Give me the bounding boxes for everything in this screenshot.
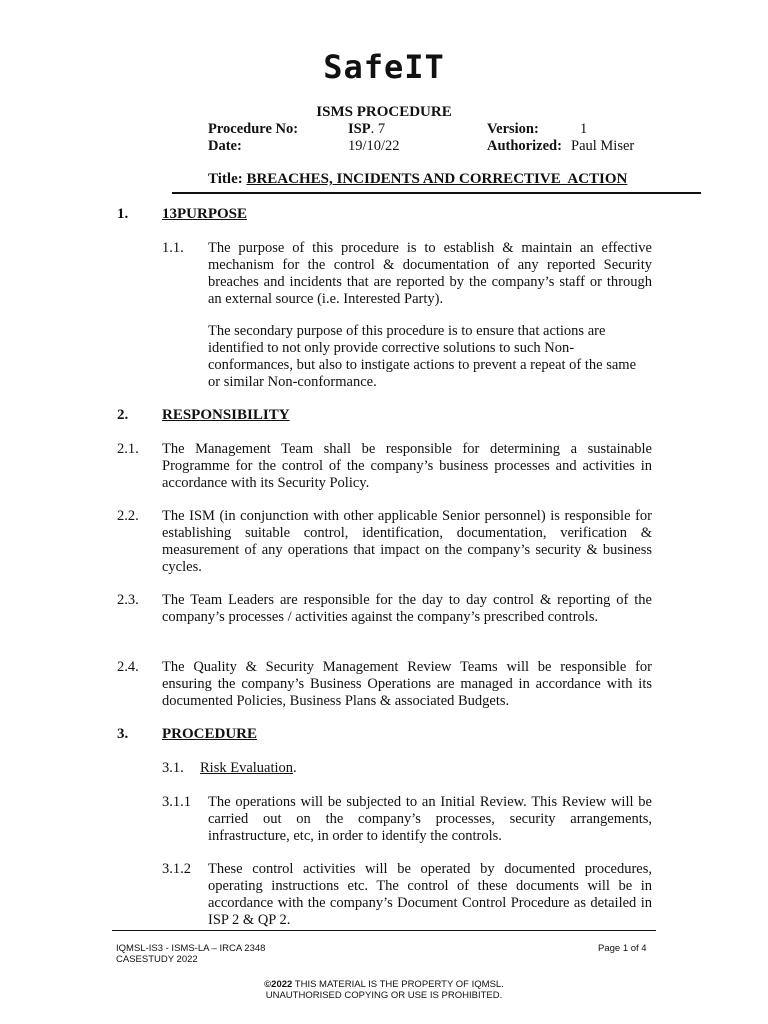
para-1-1-secondary: The secondary purpose of this procedure is to ensure that actions are identified to not only provide corrective solutions to such Non-conformances, but also to instigate actions to prevent a repeat of the same or similar Non-conformance. bbox=[208, 323, 637, 390]
para-2-2-text: The ISM (in conjunction with other applicable Senior personnel) is responsible for establishing suitable control, identification, documentation, verification & measurement of any operations that impact on the company’s security & business cycles. bbox=[162, 508, 652, 575]
header-divider bbox=[172, 192, 701, 194]
footer-doc-ref: IQMSL-IS3 - ISMS-LA – IRCA 2348 CASESTUDY 2022 bbox=[116, 943, 266, 965]
version-label: Version: bbox=[487, 121, 539, 137]
procedure-title: Title: BREACHES, INCIDENTS AND CORRECTIVE ACTION bbox=[208, 171, 628, 187]
procedure-no-label: Procedure No: bbox=[208, 121, 299, 137]
section-2-title: RESPONSIBILITY bbox=[162, 407, 290, 423]
para-3-1-title: Risk Evaluation. bbox=[200, 760, 297, 776]
section-1-number: 1. bbox=[117, 206, 129, 222]
section-3-title: PROCEDURE bbox=[162, 726, 258, 742]
para-2-1-text: The Management Team shall be responsible for determining a sustainable Programme for the control of the company’s business processes and activities in accordance with its Security Policy. bbox=[162, 441, 652, 491]
section-1-title: 13PURPOSE bbox=[162, 206, 248, 222]
document-type: ISMS PROCEDURE bbox=[316, 104, 452, 120]
procedure-no-value: ISP. 7 bbox=[348, 121, 386, 137]
para-3-1-number: 3.1. bbox=[162, 760, 184, 776]
footer-page-number: Page 1 of 4 bbox=[598, 943, 647, 954]
para-2-4-number: 2.4. bbox=[117, 659, 139, 675]
footer-divider bbox=[112, 930, 656, 931]
para-2-3-number: 2.3. bbox=[117, 592, 139, 608]
para-1-1-text: The purpose of this procedure is to establish & maintain an effective mechanism for the control & documentation of any reported Security breaches and incidents that are reported by the company’s staff or through an external source (i.e. Interested Party). bbox=[208, 240, 652, 307]
date-label: Date: bbox=[208, 138, 242, 154]
section-3-number: 3. bbox=[117, 726, 129, 742]
para-2-1-number: 2.1. bbox=[117, 441, 139, 457]
version-value: 1 bbox=[580, 121, 588, 137]
para-2-3-text: The Team Leaders are responsible for the day to day control & reporting of the company’s processes / activities against the company’s prescribed controls. bbox=[162, 592, 652, 625]
para-2-4-text: The Quality & Security Management Review Teams will be responsible for ensuring the company’s Business Operations are managed in accordance with its documented Policies, Business Plans & associated Budgets. bbox=[162, 659, 652, 709]
authorized-value: Paul Miser bbox=[571, 138, 635, 154]
brand-title: SafeIT bbox=[323, 48, 445, 86]
para-3-1-2-number: 3.1.2 bbox=[162, 861, 191, 877]
para-3-1-2-text: These control activities will be operated by documented procedures, operating instructions etc. The control of these documents will be in accordance with the company’s Document Control Procedure as detailed in ISP 2 & QP 2. bbox=[208, 861, 652, 928]
para-3-1-1-text: The operations will be subjected to an Initial Review. This Review will be carried out on the company’s processes, security arrangements, infrastructure, etc, in order to identify the controls. bbox=[208, 794, 652, 844]
section-2-number: 2. bbox=[117, 407, 129, 423]
copyright-notice: ©2022 THIS MATERIAL IS THE PROPERTY OF IQMSL. UNAUTHORISED COPYING OR USE IS PROHIBITED. bbox=[264, 979, 504, 1001]
authorized-label: Authorized: bbox=[487, 138, 562, 154]
para-3-1-1-number: 3.1.1 bbox=[162, 794, 191, 810]
para-2-2-number: 2.2. bbox=[117, 508, 139, 524]
date-value: 19/10/22 bbox=[348, 138, 400, 154]
para-1-1-number: 1.1. bbox=[162, 240, 184, 256]
